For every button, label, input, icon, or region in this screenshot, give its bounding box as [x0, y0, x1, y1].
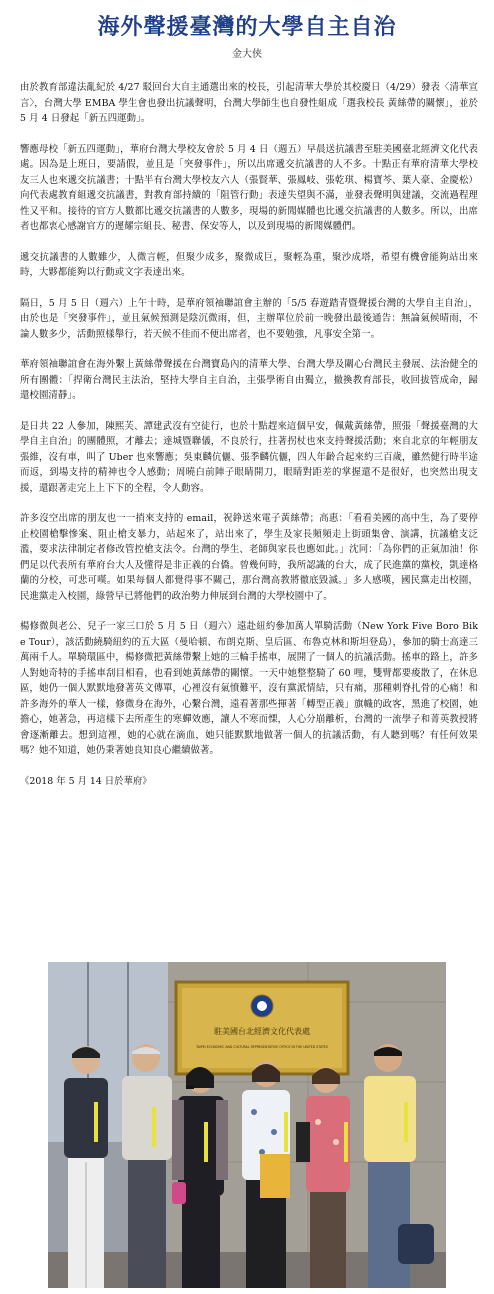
article-title: 海外聲援臺灣的大學自主自治 — [97, 15, 397, 40]
article-author: 金大侠 — [232, 49, 262, 60]
plaque-text: 駐美國台北經濟文化代表處 — [214, 1027, 310, 1036]
paragraph-2: 響應母校「新五四運動」，華府台灣大學校友會於 5 月 4 日（週五）早晨送抗議書至駐美國臺北經濟文化代表處。因為是上班日，要請假，並且是「突發事件」，所以出席遞交抗議書的人不多。十點正有華府清華大學校友三人也來遞交抗議書；十點半有台灣大學校友六人（張賢華、張鳳岐、張乾琪、楊寶芩、葉人豪、金慶松）向代表處教育組遞交抗議書，對教育部持續的「阻管行動」表達失望與不滿，並發表聲明與建議，交流過程理性又平和。接待的官方人數都比遞交抗議書的人數多，現場的新聞媒體也比遞交抗議書的人數多。所以，出席者也都衷心感謝官方的遲耀宗組長、秘書、保安等人，以及到現場的新聞媒體們。 — [20, 143, 478, 232]
paragraph-5: 華府領袖聯誼會在海外繫上黃絲帶聲援在台灣寶島內的清華大學、台灣大學及關心台灣民主發展、法治健全的所有團體：「捍衛台灣民主法治，堅持大學自主自治，主張學術自由獨立，撤換教育部長，收回拔管成命，歸還校園清靜」。 — [20, 359, 478, 401]
paragraph-8: 楊修微與老公、兒子一家三口於 5 月 5 日（週六）遠赴紐約參加萬人單騎活動（New York Five Boro Bike Tour），該活動繞騎紐約的五大區（曼哈頓、布朗克斯、皇后區、布魯克林和斯坦登島），參加的騎士高達三萬兩千人。單騎環區中，楊修微把黃絲帶繫上她的三輪手搖車，展開了一個人的抗議活動。搖車的路上，許多人對她奇特的手搖車刮目相看，也看到她黃絲帶的關懷。一天中她整整騎了 60 哩，雙臂都要痠散了，在休息區，她仍一個人默默地發著英文傳單，心裡沒有氣憤難平，沒有黨派情結，只有痛，那種刺脊扎骨的心痛！和許多海外的華人一樣，修微身在海外，心繫台灣，遠看著那些揮著「轉型正義」旗幟的政客，黑進了校園，她擔心，她著急，再這樣下去所產生的寒蟬效應，讓人不寒而慄，人心分崩離析，台灣的一流學子和菁英教授將會逐漸離去。想到這裡，她的心就在滴血，她只能默默地做著一個人的抗議活動，有人聽到嗎？有任何效果嗎？她不知道，她仍秉著她良知良心繼續做著。 — [20, 621, 478, 756]
article-body — [20, 80, 478, 789]
paragraph-1: 由於教育部違法亂紀於 4/27 駁回台大自主通選出來的校長，引起清華大學於其校慶日（4/29）發表〈清華宣言〉，台灣大學 EMBA 學生會也發出抗議聲明，台灣大學師生也自發性組成「選我校長 黃絲帶的關懷」，並於 5 月 4 日發起「新五四運動」。 — [20, 82, 478, 124]
plaque-subtext: TAIPEI ECONOMIC AND CULTURAL REPRESENTATIVE OFFICE IN THE UNITED STATES — [196, 1045, 328, 1049]
person-2 — [122, 1044, 172, 1288]
paragraph-6: 是日共 22 人參加，陳熙芙、譚建武沒有空徒行，也於十點趕來這個早安，佩戴黃絲帶，照張「聲援臺灣的大學自主自治」的團體照，才離去；達城暨聯儀，不良於行，拄著拐杖也來支持聲援活動；來自北京的年輕朋友張維，沒有車，叫了 Uber 也來響應；吳東麟伉儷、張季麟伉儷，四人年齡合起來約三百歲，雖然健行時半途而返，到場支持的精神也令人感動；周曉白前陣子眼睛開刀，眼睛對距差的掌握還不是很好，也突然出現支援，還跟著走完上上下下的全程，令人動容。 — [20, 420, 478, 494]
article-signoff: 《2018 年 5 月 14 日於華府》 — [20, 775, 152, 787]
paragraph-4: 隔日，5 月 5 日（週六）上午十時，是華府領袖聯誼會主辦的「5/5 春遊踏青暨聲援台灣的大學自主自治」，由於也是「突發事件」，並且氣候預測是陰沉微雨，但，主辦單位於前一晚發出最後通告：無論氣候晴雨，不論人數多少，活動照樣舉行，若天候不佳而不便出席者，也不要勉強，凡事安全第一。 — [20, 297, 478, 340]
group-photo — [48, 962, 446, 1288]
person-4 — [242, 1061, 290, 1288]
paragraph-7: 許多沒空出席的朋友也一一捎來支持的 email，祝錚送來電子黃絲帶；高惠：「看看美國的高中生，為了要停止校園槍擊慘案、阻止槍支暴力，站起來了，站出來了，學生及家長頻頻走上街頭集會、演講，抗議槍支泛濫，要求法律制定者修改管控槍支法令。台灣的學生、老師與家長也應如此。」沈同：「為你們的正氣加油！你們足以代表所有華府台大人及懂得是非正義的台僑。曾幾何時，我所認識的台大，成了民進黨的黨校，凱達格蘭的分校，可悲可嘆。如果每個人都覺得事不關己，那台灣高教將徹底毀滅。」多人感嘆，國民黨走出校園，民進黨走入校園，綠營早已將他們的政治勢力伸展到台灣的大學校園中了。 — [20, 513, 478, 602]
paragraph-3: 遞交抗議書的人數雖少，人微言輕，但聚少成多，聚微成巨，聚輕為重，聚沙成塔，希望有機會能夠站出來時，大夥都能夠以行動或文字表達出來。 — [20, 251, 478, 278]
person-1 — [64, 1046, 108, 1288]
